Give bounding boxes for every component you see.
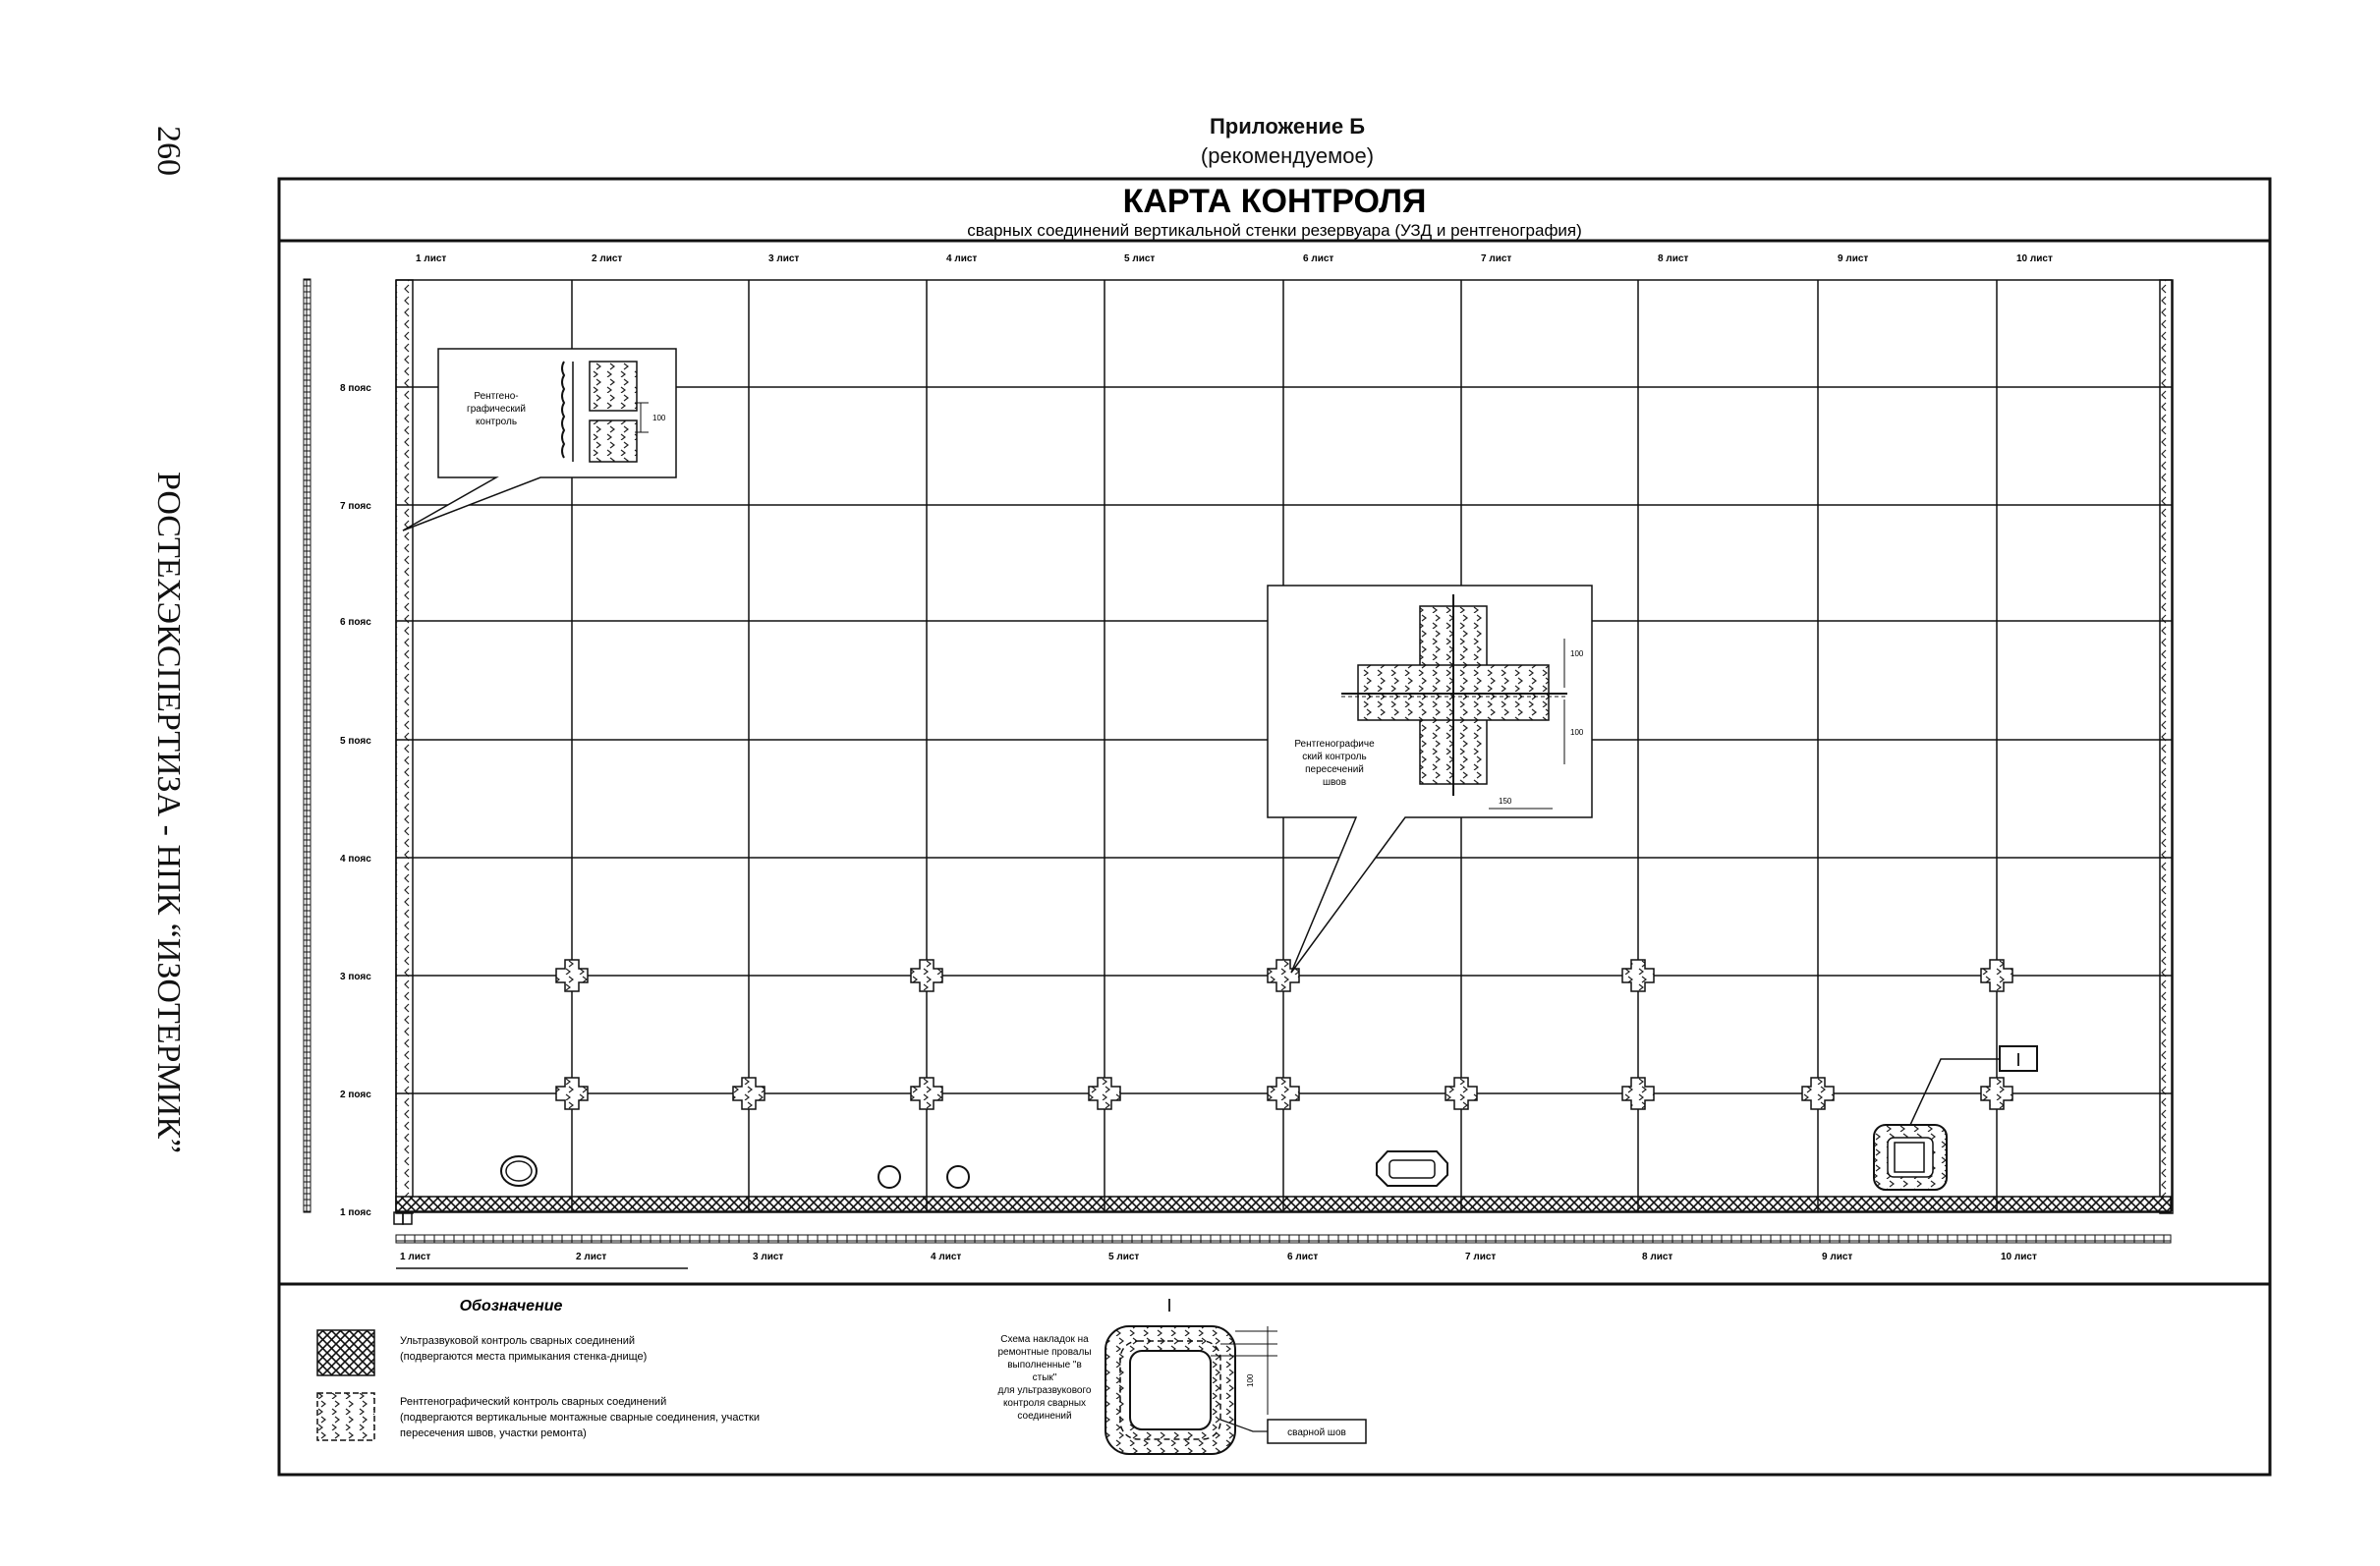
small-nozzle [878, 1166, 900, 1188]
sheet-label-top: 5 лист [1124, 253, 1156, 264]
crossing-marks [556, 960, 2012, 1109]
callout-top-label: Рентгено-графический контроль [467, 391, 526, 427]
edge-mark [394, 1212, 403, 1224]
manhole [1377, 1151, 1447, 1186]
belt-label: 7 пояс [340, 501, 371, 512]
crossing-mark [1268, 1078, 1299, 1109]
crossing-mark [1622, 960, 1654, 991]
sheet-label-top: 4 лист [946, 253, 978, 264]
belt-label: 1 пояс [340, 1207, 371, 1218]
page-number: 260 [150, 126, 187, 176]
legend-weld-label: сварной шов [1287, 1427, 1346, 1438]
legend-detail-marker: I [1166, 1296, 1172, 1315]
sheet-label-bottom: 6 лист [1287, 1252, 1319, 1262]
legend-item-2-line2: (подвергаются вертикальные монтажные сварные соединения, участки [400, 1412, 760, 1424]
crossing-mark [556, 1078, 588, 1109]
belt-label: 8 пояс [340, 383, 371, 394]
sheet-labels-bottom [400, 1252, 2037, 1262]
sheet-label-bottom: 5 лист [1108, 1252, 1140, 1262]
sheet-label-top: 9 лист [1838, 253, 1869, 264]
xray-film-1 [590, 362, 637, 411]
crossing-mark [733, 1078, 765, 1109]
belt-label: 5 пояс [340, 736, 371, 747]
legend-item-1-line2: (подвергаются места примыкания стенка-днище) [400, 1351, 648, 1363]
round-nozzle-inner [506, 1161, 532, 1181]
appendix-title: Приложение Б [1209, 114, 1366, 139]
sheet-label-bottom: 9 лист [1822, 1252, 1853, 1262]
sheet-label-top: 2 лист [592, 253, 623, 264]
detail-patch-inner [1130, 1351, 1211, 1429]
crossing-mark [556, 960, 588, 991]
sheet-label-top: 6 лист [1303, 253, 1334, 264]
crossing-mark [911, 960, 942, 991]
dim-horizontal: 150 [1499, 797, 1512, 806]
legend-item-2-line1: Рентгенографический контроль сварных соединений [400, 1396, 667, 1408]
dim-vertical-1: 100 [1570, 649, 1584, 658]
manhole-inner [1389, 1160, 1435, 1178]
repair-marker: I [2015, 1050, 2021, 1070]
crossing-mark [1802, 1078, 1834, 1109]
sheet-label-top: 10 лист [2016, 253, 2053, 264]
callout-center-label: Рентгенографиче ский контроль пересечений швов [1294, 739, 1375, 788]
card-title: КАРТА КОНТРОЛЯ [1122, 183, 1427, 220]
xray-film-2 [590, 420, 637, 462]
legend-swatch-ultrasonic [317, 1330, 374, 1375]
sheet-label-top: 8 лист [1658, 253, 1689, 264]
sheet-labels-top [416, 253, 2053, 264]
bottom-dimension-band [396, 1235, 2171, 1243]
sheet-label-top: 3 лист [768, 253, 800, 264]
callout-top-dimension: 100 [652, 414, 666, 422]
crossing-mark [1981, 960, 2012, 991]
sheet-label-bottom: 10 лист [2001, 1252, 2037, 1262]
crossing-mark [1622, 1078, 1654, 1109]
belt-label: 3 пояс [340, 972, 371, 982]
sheet-label-bottom: 4 лист [931, 1252, 962, 1262]
belt-label: 2 пояс [340, 1090, 371, 1100]
left-ruler [304, 279, 311, 1212]
belt-labels [340, 383, 371, 1218]
small-nozzle [947, 1166, 969, 1188]
belt-label: 4 пояс [340, 854, 371, 865]
legend-detail-dimension: 100 [1246, 1373, 1255, 1387]
legend-item-1-line1: Ультразвуковой контроль сварных соединений [400, 1335, 636, 1347]
sheet-label-bottom: 2 лист [576, 1252, 607, 1262]
legend-swatch-xray [317, 1393, 374, 1440]
crossing-mark [1445, 1078, 1477, 1109]
appendix-subtitle: (рекомендуемое) [1200, 143, 1375, 168]
crossing-mark [1981, 1078, 2012, 1109]
dim-vertical-2: 100 [1570, 728, 1584, 737]
card-subtitle: сварных соединений вертикальной стенки резервуара (УЗД и рентгенография) [967, 221, 1582, 240]
sheet-label-bottom: 1 лист [400, 1252, 431, 1262]
crossing-mark [911, 1078, 942, 1109]
left-vertical-seam [396, 280, 413, 1213]
sheet-label-bottom: 7 лист [1465, 1252, 1497, 1262]
sheet-label-top: 7 лист [1481, 253, 1512, 264]
publisher-line: РОСТЕХЭКСПЕРТИЗА - НПК “ИЗОТЕРМИК” [150, 472, 187, 1153]
crossing-mark [1089, 1078, 1120, 1109]
belt-label: 6 пояс [340, 617, 371, 628]
right-vertical-seam [2160, 280, 2173, 1213]
edge-mark [403, 1212, 412, 1224]
sheet-label-bottom: 8 лист [1642, 1252, 1673, 1262]
legend-item-2-line3: пересечения швов, участки ремонта) [400, 1427, 587, 1439]
legend-detail-text: Схема накладок на ремонтные провалы выполненные "в стык" для ультразвукового контроля сварных соединений [997, 1334, 1092, 1422]
legend-title: Обозначение [459, 1298, 563, 1314]
sheet-label-top: 1 лист [416, 253, 447, 264]
sheet-label-bottom: 3 лист [753, 1252, 784, 1262]
